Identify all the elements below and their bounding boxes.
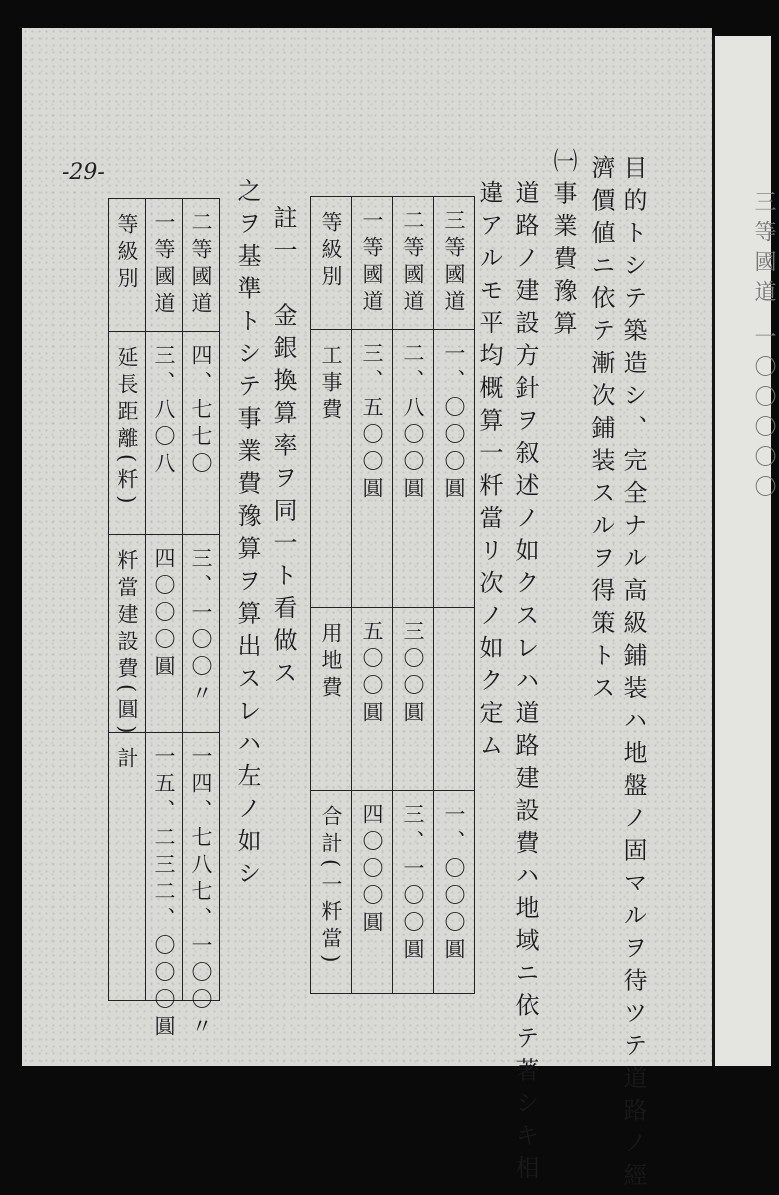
page-number: -29- (62, 160, 105, 185)
table-cell: 一等國道 (352, 197, 393, 330)
paragraph-line-4: 違アルモ平均概算一粁當リ次ノ如ク定ム (475, 180, 503, 765)
table-cell (434, 608, 475, 791)
table-cell: 四〇〇〇圓 (352, 791, 393, 994)
table-header-cell: 合計(一粁當) (311, 791, 352, 994)
table-cell: 二等國道 (393, 197, 434, 330)
table-cell: 二等國道 (183, 199, 220, 332)
table-cell: 三等國道 (434, 197, 475, 330)
construction-total-table (108, 198, 220, 1042)
table-cell: 四、七七〇 (183, 332, 220, 535)
paragraph-line-2: 濟價値ニ依テ漸次鋪装スルヲ得策トス (587, 155, 615, 708)
table-header-cell: 等級別 (311, 197, 352, 330)
table-cell: 三、一〇〇圓 (393, 791, 434, 994)
table-cell: 一等國道 (146, 199, 183, 332)
section-heading: ㈠事業費豫算 (549, 148, 577, 343)
table-cell: 四〇〇〇圓 (146, 535, 183, 733)
table-header-cell: 用地費 (311, 608, 352, 791)
table-cell: 一四、七八七、一〇〇〃 (183, 733, 220, 1001)
note-line-1: 註一 金銀換算率ヲ同一ト看做ス (269, 205, 297, 693)
table-cell: 一、〇〇〇圓 (434, 791, 475, 994)
table-header-cell: 延長距離(粁) (109, 332, 146, 535)
table-cell: 三、八〇八 (146, 332, 183, 535)
paragraph-line-1: 目的トシテ築造シ、完全ナル高級鋪装ハ地盤ノ固マルヲ待ツテ道路ノ經 (619, 155, 647, 1195)
table-cell: 三、一〇〇〃 (183, 535, 220, 733)
table-cell: 五〇〇圓 (352, 608, 393, 791)
table-header-cell: 等級別 (109, 199, 146, 332)
table-header-cell: 工事費 (311, 330, 352, 608)
table-cell: 一五、二三二、〇〇〇圓 (146, 733, 183, 1001)
table-header-cell: 粁當建設費(圓) (109, 535, 146, 733)
note-line-2: 之ヲ基準トシテ事業費豫算ヲ算出スレハ左ノ如シ (233, 178, 261, 893)
adjacent-page-text: 三等國道 一〇〇〇〇〇 (751, 190, 776, 505)
table-cell: 三〇〇圓 (393, 608, 434, 791)
table-cell: 三、五〇〇圓 (352, 330, 393, 608)
paragraph-line-3: 道路ノ建設方針ヲ叙述ノ如クスレハ道路建設費ハ地域ニ依テ著シキ相 (511, 180, 539, 1188)
table-header-cell: 計 (109, 733, 146, 1001)
table-cell: 一、〇〇〇圓 (434, 330, 475, 608)
cost-per-km-table (310, 196, 475, 994)
table-cell: 二、八〇〇圓 (393, 330, 434, 608)
